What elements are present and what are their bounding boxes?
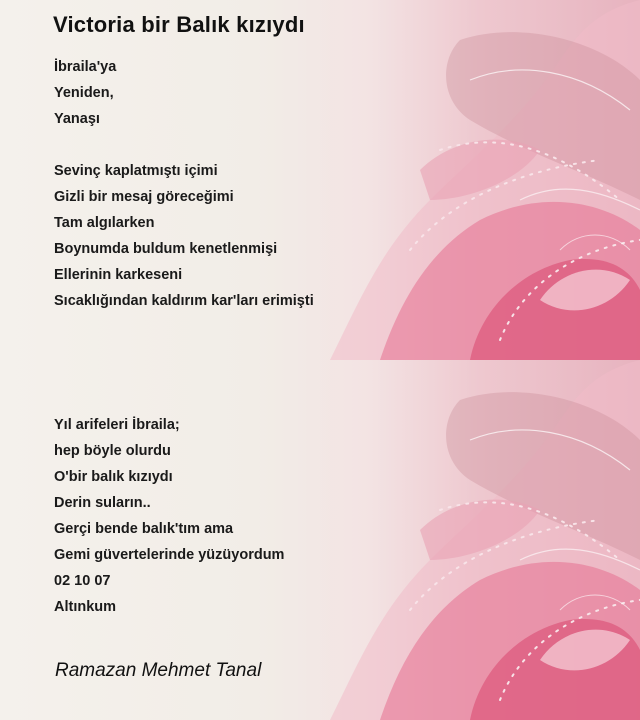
poem-line: Ellerinin karkeseni (54, 267, 183, 283)
poem-title: Victoria bir Balık kızıydı (53, 12, 305, 37)
poem-line: Sevinç kaplatmıştı içimi (54, 163, 218, 179)
poem-line: Gizli bir mesaj göreceğimi (54, 189, 234, 205)
poem-line: Derin suların.. (54, 495, 151, 511)
poem-line: Yanaşı (54, 111, 100, 127)
poem-line: Yeniden, (54, 85, 114, 101)
poem-line: Tam algılarken (54, 215, 155, 231)
poem-line: Gerçi bende balık'tım ama (54, 521, 234, 537)
poem-stanza (54, 158, 314, 314)
poem-line: Boynumda buldum kenetlenmişi (54, 241, 278, 257)
poem-author: Ramazan Mehmet Tanal (55, 660, 262, 681)
poem-line: Sıcaklığından kaldırım kar'ları erimişti (54, 293, 314, 309)
poem-line: Altınkum (54, 599, 117, 615)
poem-line: hep böyle olurdu (54, 443, 171, 459)
poem-line: Gemi güvertelerinde yüzüyordum (54, 547, 285, 563)
poem-stanza (54, 54, 116, 132)
poem-line: 02 10 07 (54, 573, 111, 589)
poem-line: İbraila'ya (54, 59, 117, 75)
poem-line: O'bir balık kızıydı (54, 469, 173, 485)
poem-stanza (54, 412, 284, 620)
poem-line: Yıl arifeleri İbraila; (54, 417, 180, 433)
